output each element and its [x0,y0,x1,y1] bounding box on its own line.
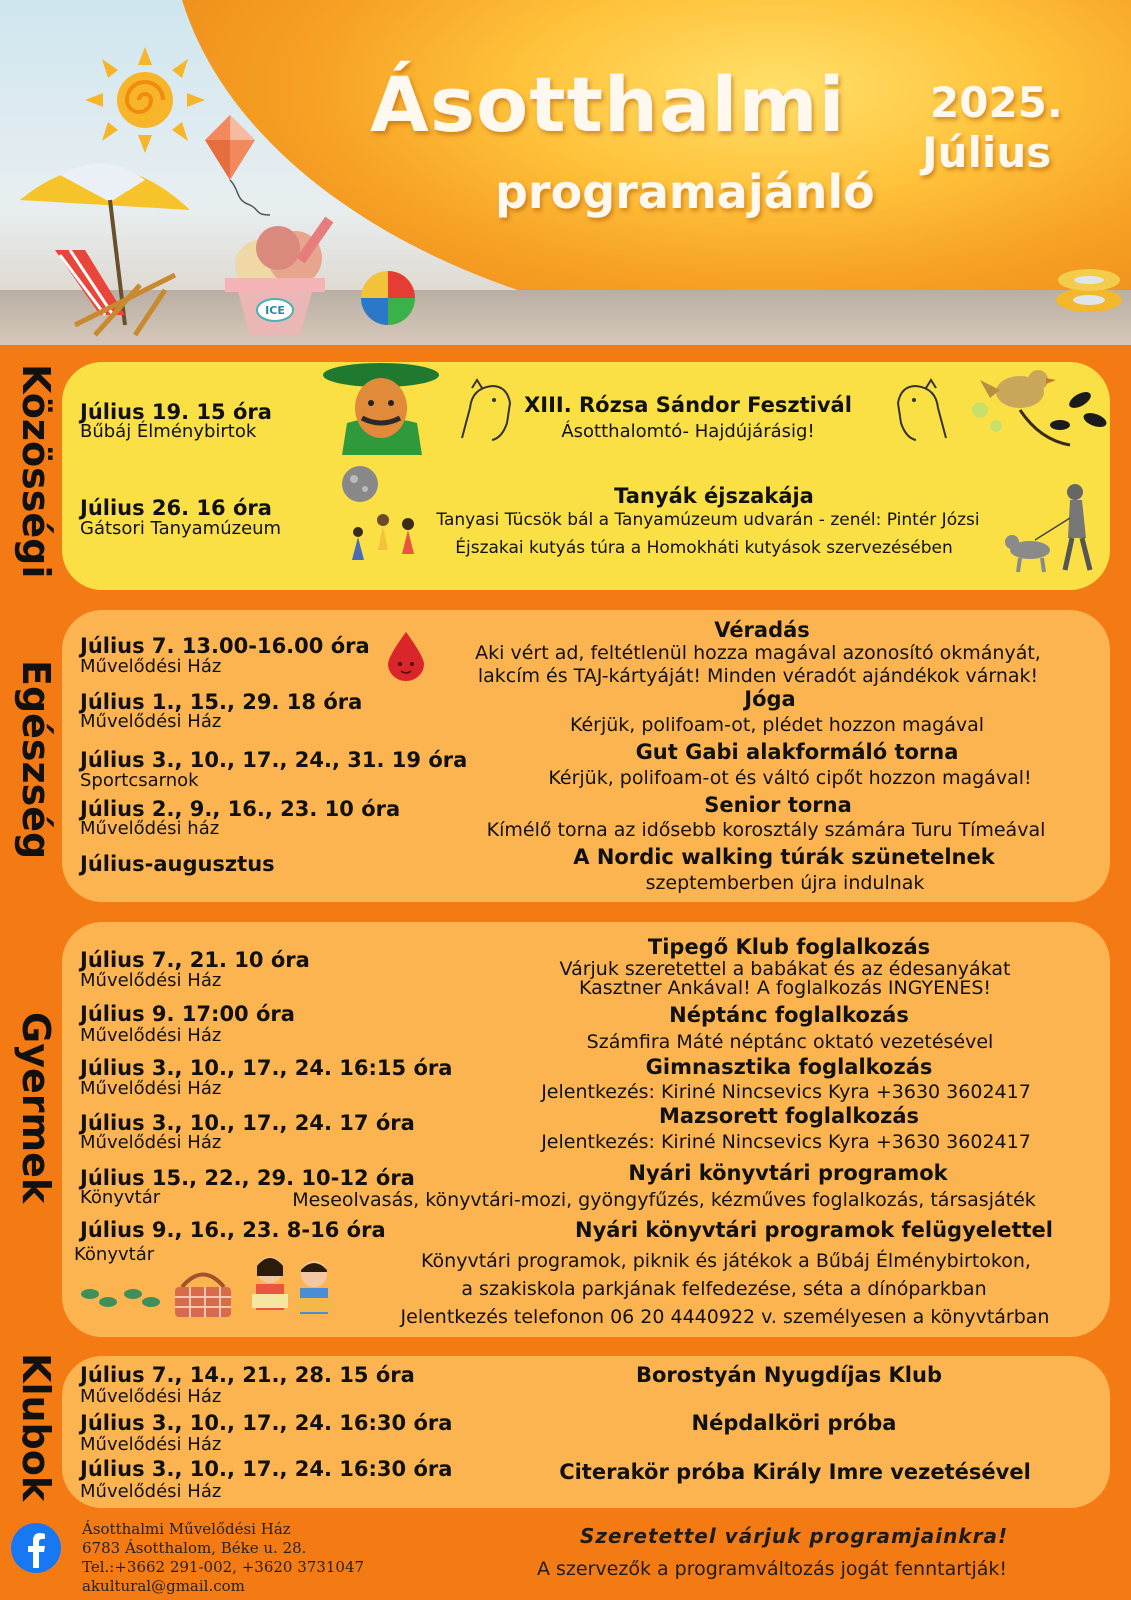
event-place: Művelődési Ház [80,1025,222,1046]
event-title: Néptánc foglalkozás [669,1003,909,1027]
event-place: Művelődési Ház [80,970,222,991]
page-subtitle: programajánló [495,165,875,219]
footer-phone: Tel.:+3662 291-002, +3620 3731047 [82,1558,365,1576]
event-title: Véradás [714,618,810,642]
event-place: Művelődési ház [80,818,220,839]
event-desc: Meseolvasás, könyvtári-mozi, gyöngyfűzés, kézműves foglalkozás, társasjáték [292,1189,1036,1211]
event-title: XIII. Rózsa Sándor Fesztivál [524,393,852,417]
event-title: Senior torna [704,793,852,817]
welcome-text: Szeretettel várjuk programjainkra! [580,1524,1009,1548]
event-title: Jóga [744,687,796,711]
facebook-icon[interactable] [10,1522,62,1574]
footer-address: 6783 Ásotthalom, Béke u. 28. [82,1539,307,1557]
event-desc: Kasztner Ankával! A foglalkozás INGYENES! [578,977,992,999]
event-desc: Könyvtári programok, piknik és játékok a Bűbáj Élménybirtokon, [421,1250,1031,1272]
event-place: Művelődési Ház [80,1078,222,1099]
event-title: Gut Gabi alakformáló torna [635,740,959,764]
event-place: Művelődési Ház [80,1434,222,1455]
event-place: Könyvtár [74,1244,155,1265]
month-label: Július [922,128,1052,177]
year-label: 2025. [930,78,1063,127]
event-title: Mazsorett foglalkozás [658,1104,920,1128]
page-title: Ásotthalmi [370,60,846,149]
event-desc: Jelentkezés: Kiriné Nincsevics Kyra +3630 3602417 [541,1081,1031,1103]
event-desc: Kérjük, polifoam-ot, plédet hozzon magával [569,714,985,736]
swim-ring-icon [1052,255,1127,315]
sun-icon [80,45,210,155]
event-place: Gátsori Tanyamúzeum [80,518,282,539]
event-desc: Tanyasi Tücsök bál a Tanyamúzeum udvarán - zenél: Pintér Józsi [436,510,980,530]
event-place: Művelődési Ház [80,1481,222,1502]
ice-label: ICE [265,304,285,317]
event-title: Tanyák éjszakája [614,484,814,508]
event-place: Művelődési Ház [80,1132,222,1153]
event-date: Július 15., 22., 29. 10-12 óra [80,1166,415,1190]
event-desc: Kímélő torna az idősebb korosztály számára Turu Tímeával [486,819,1046,841]
dancers-illustration [338,462,428,577]
ice-cream-icon [220,210,350,340]
event-title: Nyári könyvtári programok [628,1161,948,1185]
event-title: A Nordic walking túrák szünetelnek [573,845,995,869]
event-title: Népdalköri próba [691,1411,897,1435]
event-desc: Kérjük, polifoam-ot és váltó cipőt hozzon magával! [548,767,1032,789]
event-place: Bűbáj Élménybirtok [80,421,257,442]
event-date: Július 3., 10., 17., 24. 16:30 óra [80,1457,453,1481]
beach-ball-icon [358,268,418,328]
event-date: Július 3., 10., 17., 24. 16:30 óra [80,1411,453,1435]
event-place: Művelődési Ház [80,1386,222,1407]
horse-icon [452,378,514,446]
footer-org: Ásotthalmi Művelődési Ház [82,1520,291,1538]
bird-leaves-illustration [960,340,1120,455]
event-place: Könyvtár [80,1187,161,1208]
event-date: Július 26. 16 óra [80,496,272,520]
footprints-icon [78,1280,163,1315]
portrait-illustration [322,363,440,455]
reading-kids-illustration [248,1254,338,1324]
section-label-gyermek: Gyermek [14,1012,58,1204]
event-desc: lakcím és TAJ-kártyáját! Minden véradót ajándékok várnak! [477,665,1039,687]
event-desc: Ásotthalomtó- Hajdújárásig! [561,421,815,442]
event-desc: Aki vért ad, feltétlenül hozza magával azonosító okmányát, [475,642,1041,664]
event-title: Gimnasztika foglalkozás [645,1055,933,1079]
disclaimer-text: A szervezők a programváltozás jogát fenntartják! [537,1558,1008,1580]
event-date: Július 2., 9., 16., 23. 10 óra [80,797,401,821]
event-title: Citerakör próba Király Imre vezetésével [559,1460,1031,1484]
section-label-kozosseg: Közösségi [14,364,58,579]
event-desc: szeptemberben újra indulnak [645,872,925,894]
event-desc: Várjuk szeretettel a babákat és az édesanyákat [559,958,1011,980]
section-label-egeszseg: Egészség [14,660,58,860]
event-date: Július 19. 15 óra [80,400,272,424]
beach-chair-icon [45,245,185,340]
event-desc: a szakiskola parkjának felfedezése, séta a dínóparkban [461,1278,987,1300]
event-date: Július 7., 21. 10 óra [80,948,310,972]
event-date: Július 9. 17:00 óra [80,1002,295,1026]
event-date: Július 7., 14., 21., 28. 15 óra [80,1363,415,1387]
dog-walker-illustration [1000,478,1110,578]
event-date: Július 3., 10., 17., 24. 17 óra [80,1111,415,1135]
footer-email[interactable]: akultural@gmail.com [82,1577,245,1595]
header-banner [0,0,1131,345]
event-date: Július 1., 15., 29. 18 óra [80,690,363,714]
event-date: Július-augusztus [80,852,275,876]
event-desc: Számfira Máté néptánc oktató vezetésével [586,1031,994,1053]
event-date: Július 3., 10., 17., 24., 31. 19 óra [80,748,468,772]
event-place: Művelődési Ház [80,656,222,677]
event-desc: Éjszakai kutyás túra a Homokháti kutyások szervezésében [455,538,953,558]
event-date: Július 7. 13.00-16.00 óra [80,634,370,658]
section-label-klubok: Klubok [14,1353,58,1502]
event-title: Tipegő Klub foglalkozás [647,935,931,959]
event-desc: Jelentkezés: Kiriné Nincsevics Kyra +3630 3602417 [541,1131,1031,1153]
event-desc: Jelentkezés telefonon 06 20 4440922 v. személyesen a könyvtárban [400,1306,1050,1328]
event-title: Borostyán Nyugdíjas Klub [636,1363,942,1387]
event-place: Művelődési Ház [80,711,222,732]
blood-drop-icon [385,630,427,682]
horse-icon [894,378,956,446]
event-place: Sportcsarnok [80,770,199,791]
event-date: Július 3., 10., 17., 24. 16:15 óra [80,1056,453,1080]
kite-icon [195,110,285,220]
event-title: Nyári könyvtári programok felügyelettel [575,1218,1053,1242]
event-date: Július 9., 16., 23. 8-16 óra [80,1218,386,1242]
picnic-basket-icon [170,1262,236,1322]
